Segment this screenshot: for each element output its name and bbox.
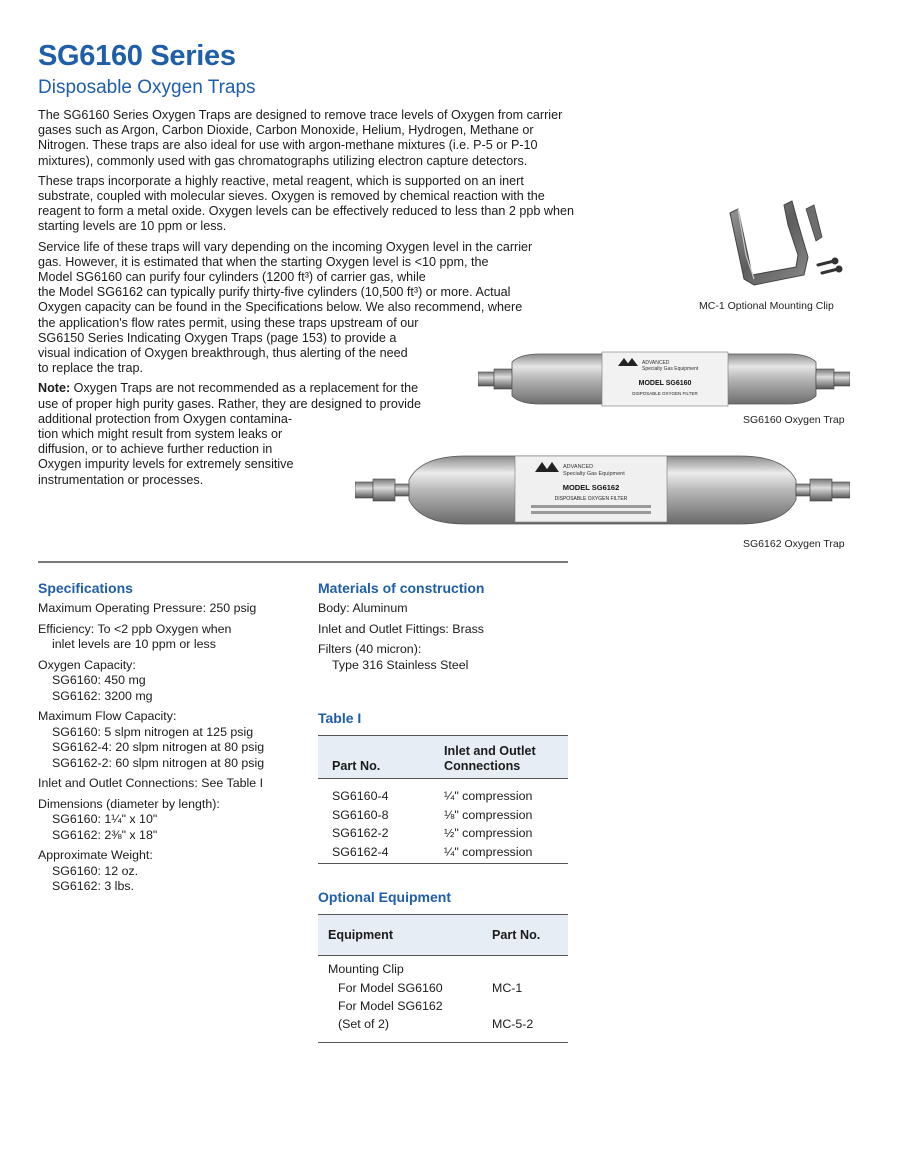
- spec-dimensions: [38, 797, 308, 844]
- material-body: Body: Aluminum: [318, 601, 408, 615]
- optional-heading: Optional Equipment: [318, 889, 451, 905]
- trap1-label: MODEL SG6160: [638, 380, 692, 387]
- cell-conn: ¼" compression: [444, 844, 533, 859]
- section-divider: [38, 561, 568, 563]
- spec-flow: [38, 709, 308, 771]
- cell-part: SG6162-2: [332, 826, 389, 840]
- spec-label: Dimensions (diameter by length):: [38, 796, 220, 811]
- table1-body: [318, 787, 568, 861]
- text-line: use of proper high purity gases. Rather, they are designed to provide: [38, 396, 421, 411]
- text-line: gas. However, it is estimated that when the starting Oxygen level is <10 ppm, the: [38, 254, 489, 269]
- spec-item: SG6160: 12 oz.: [52, 863, 139, 878]
- cell-part: SG6162-4: [332, 844, 389, 859]
- spec-weight: [38, 848, 308, 895]
- optional-table: [318, 914, 568, 1043]
- spec-label: Maximum Flow Capacity:: [38, 709, 177, 723]
- text-line: tion which might result from system leaks or: [38, 427, 283, 442]
- clip-caption: MC-1 Optional Mounting Clip: [699, 300, 834, 312]
- text-line: SG6150 Series Indicating Oxygen Traps (page 153) to provide a: [38, 330, 397, 345]
- spec-item: SG6162: 2⅜" x 18": [52, 827, 158, 842]
- note-text: Oxygen Traps are not recommended as a replacement for the: [70, 381, 419, 396]
- text-line: the Model SG6162 can typically purify thirty-five cylinders (10,500 ft³) or more. Actual: [38, 285, 511, 300]
- sg6160-trap-image: [478, 348, 850, 410]
- materials-list: [318, 601, 568, 678]
- table-row: [318, 806, 568, 825]
- spec-label: Approximate Weight:: [38, 848, 153, 862]
- note-label: Note:: [38, 381, 71, 396]
- svg-text:ADVANCED: ADVANCED: [563, 464, 594, 470]
- svg-text:ADVANCED: ADVANCED: [642, 360, 670, 366]
- spec-item: SG6160: 1¼" x 10": [52, 812, 158, 826]
- trap1-sublabel: DISPOSABLE OXYGEN FILTER: [632, 391, 698, 396]
- spec-label: Oxygen Capacity:: [38, 657, 136, 672]
- cell-part: SG6160-4: [332, 789, 389, 803]
- optional-col-part: Part No.: [492, 928, 541, 942]
- spec-item: SG6162-4: 20 slpm nitrogen at 80 psig: [52, 740, 265, 754]
- optional-item-part: MC-5-2: [492, 1017, 534, 1031]
- spec-item: SG6162: 3200 mg: [52, 688, 153, 703]
- trap2-sublabel: DISPOSABLE OXYGEN FILTER: [554, 496, 628, 502]
- sg6162-trap-image: [355, 450, 850, 530]
- spec-line: Efficiency: To <2 ppb Oxygen when: [38, 621, 232, 636]
- cell-conn: ½" compression: [444, 826, 533, 840]
- spec-connections: Inlet and Outlet Connections: See Table I: [38, 776, 264, 790]
- intro-paragraph-2: These traps incorporate a highly reactive, metal reagent, which is supported on an inert substrate, coupled with molecular sieves. Oxygen is removed by chemical reaction with the reagent to form a metal oxide. Oxygen levels can be effectively reduced to less than 2 ppb when starting levels are 10 ppm or less.: [38, 173, 575, 234]
- cell-conn: ⅛" compression: [444, 807, 533, 822]
- page-title: SG6160 Series: [38, 40, 236, 72]
- page-subtitle: Disposable Oxygen Traps: [38, 77, 256, 98]
- spec-capacity: [38, 658, 308, 705]
- table-row: [318, 787, 568, 806]
- svg-text:Specialty Gas Equipment: Specialty Gas Equipment: [563, 471, 625, 477]
- svg-text:Specialty Gas Equipment: Specialty Gas Equipment: [642, 366, 699, 372]
- spec-item: SG6160: 5 slpm nitrogen at 125 psig: [52, 724, 254, 739]
- text-line: instrumentation or processes.: [38, 472, 204, 487]
- text-line: Model SG6160 can purify four cylinders (1200 ft³) of carrier gas, while: [38, 270, 426, 285]
- optional-item: (Set of 2): [338, 1017, 389, 1031]
- text-line: additional protection from Oxygen contamina-: [38, 411, 293, 426]
- spec-item: SG6160: 450 mg: [52, 673, 146, 687]
- sg6160-caption: SG6160 Oxygen Trap: [743, 414, 845, 426]
- spec-label: Filters (40 micron):: [318, 642, 422, 656]
- spec-line: inlet levels are 10 ppm or less: [52, 637, 216, 651]
- materials-heading: Materials of construction: [318, 580, 485, 596]
- trap2-label: MODEL SG6162: [562, 483, 620, 492]
- intro-text: [38, 108, 578, 493]
- text-line: to replace the trap.: [38, 361, 144, 376]
- spec-item: SG6162: 3 lbs.: [52, 879, 134, 893]
- table1-col-conn: Inlet and Outlet: [444, 744, 536, 758]
- specifications-list: [38, 601, 308, 900]
- spec-item: Type 316 Stainless Steel: [332, 657, 469, 672]
- text-line: visual indication of Oxygen breakthrough, thus alerting of the need: [38, 346, 408, 361]
- optional-item: For Model SG6162: [338, 999, 443, 1013]
- sg6162-caption: SG6162 Oxygen Trap: [743, 538, 845, 550]
- table1: [318, 735, 568, 864]
- material-fittings: Inlet and Outlet Fittings: Brass: [318, 621, 484, 636]
- text-line: Oxygen impurity levels for extremely sensitive: [38, 457, 294, 472]
- table1-col-part: Part No.: [332, 759, 381, 773]
- spec-efficiency: [38, 622, 308, 653]
- text-line: the application's flow rates permit, using these traps upstream of our: [38, 315, 419, 330]
- optional-item-part: MC-1: [492, 981, 523, 995]
- specifications-heading: Specifications: [38, 580, 133, 596]
- cell-conn: ¼" compression: [444, 789, 533, 803]
- table-row: [318, 843, 568, 862]
- table1-header-row: [318, 736, 568, 779]
- cell-part: SG6160-8: [332, 807, 389, 822]
- table-row: [318, 824, 568, 843]
- spec-item: SG6162-2: 60 slpm nitrogen at 80 psig: [52, 755, 265, 770]
- table1-col-conn: Connections: [444, 759, 521, 773]
- spec-max-pressure: Maximum Operating Pressure: 250 psig: [38, 601, 257, 615]
- mounting-clip-image: [718, 195, 868, 290]
- intro-paragraph-1: The SG6160 Series Oxygen Traps are designed to remove trace levels of Oxygen from carrier gases such as Argon, Carbon Dioxide, Carbon Monoxide, Helium, Hydrogen, Methane or Nitrogen. These traps are also ideal for use with argon-methane mixtures (i.e. P-5 or P-10 mixtures), commonly used with gas chromatographs utilizing electron capture detectors.: [38, 108, 563, 168]
- table1-heading: Table I: [318, 710, 362, 726]
- text-line: Oxygen capacity can be found in the Specifications below. We also recommend, where: [38, 300, 523, 315]
- material-filters: [318, 642, 568, 673]
- optional-header-row: [318, 915, 568, 956]
- text-line: Service life of these traps will vary depending on the incoming Oxygen level in the carrier: [38, 239, 533, 254]
- screws: [818, 258, 843, 274]
- optional-col-equipment: Equipment: [328, 928, 394, 942]
- optional-group-label: Mounting Clip: [328, 962, 404, 976]
- text-line: diffusion, or to achieve further reduction in: [38, 442, 273, 457]
- optional-item: For Model SG6160: [338, 981, 443, 995]
